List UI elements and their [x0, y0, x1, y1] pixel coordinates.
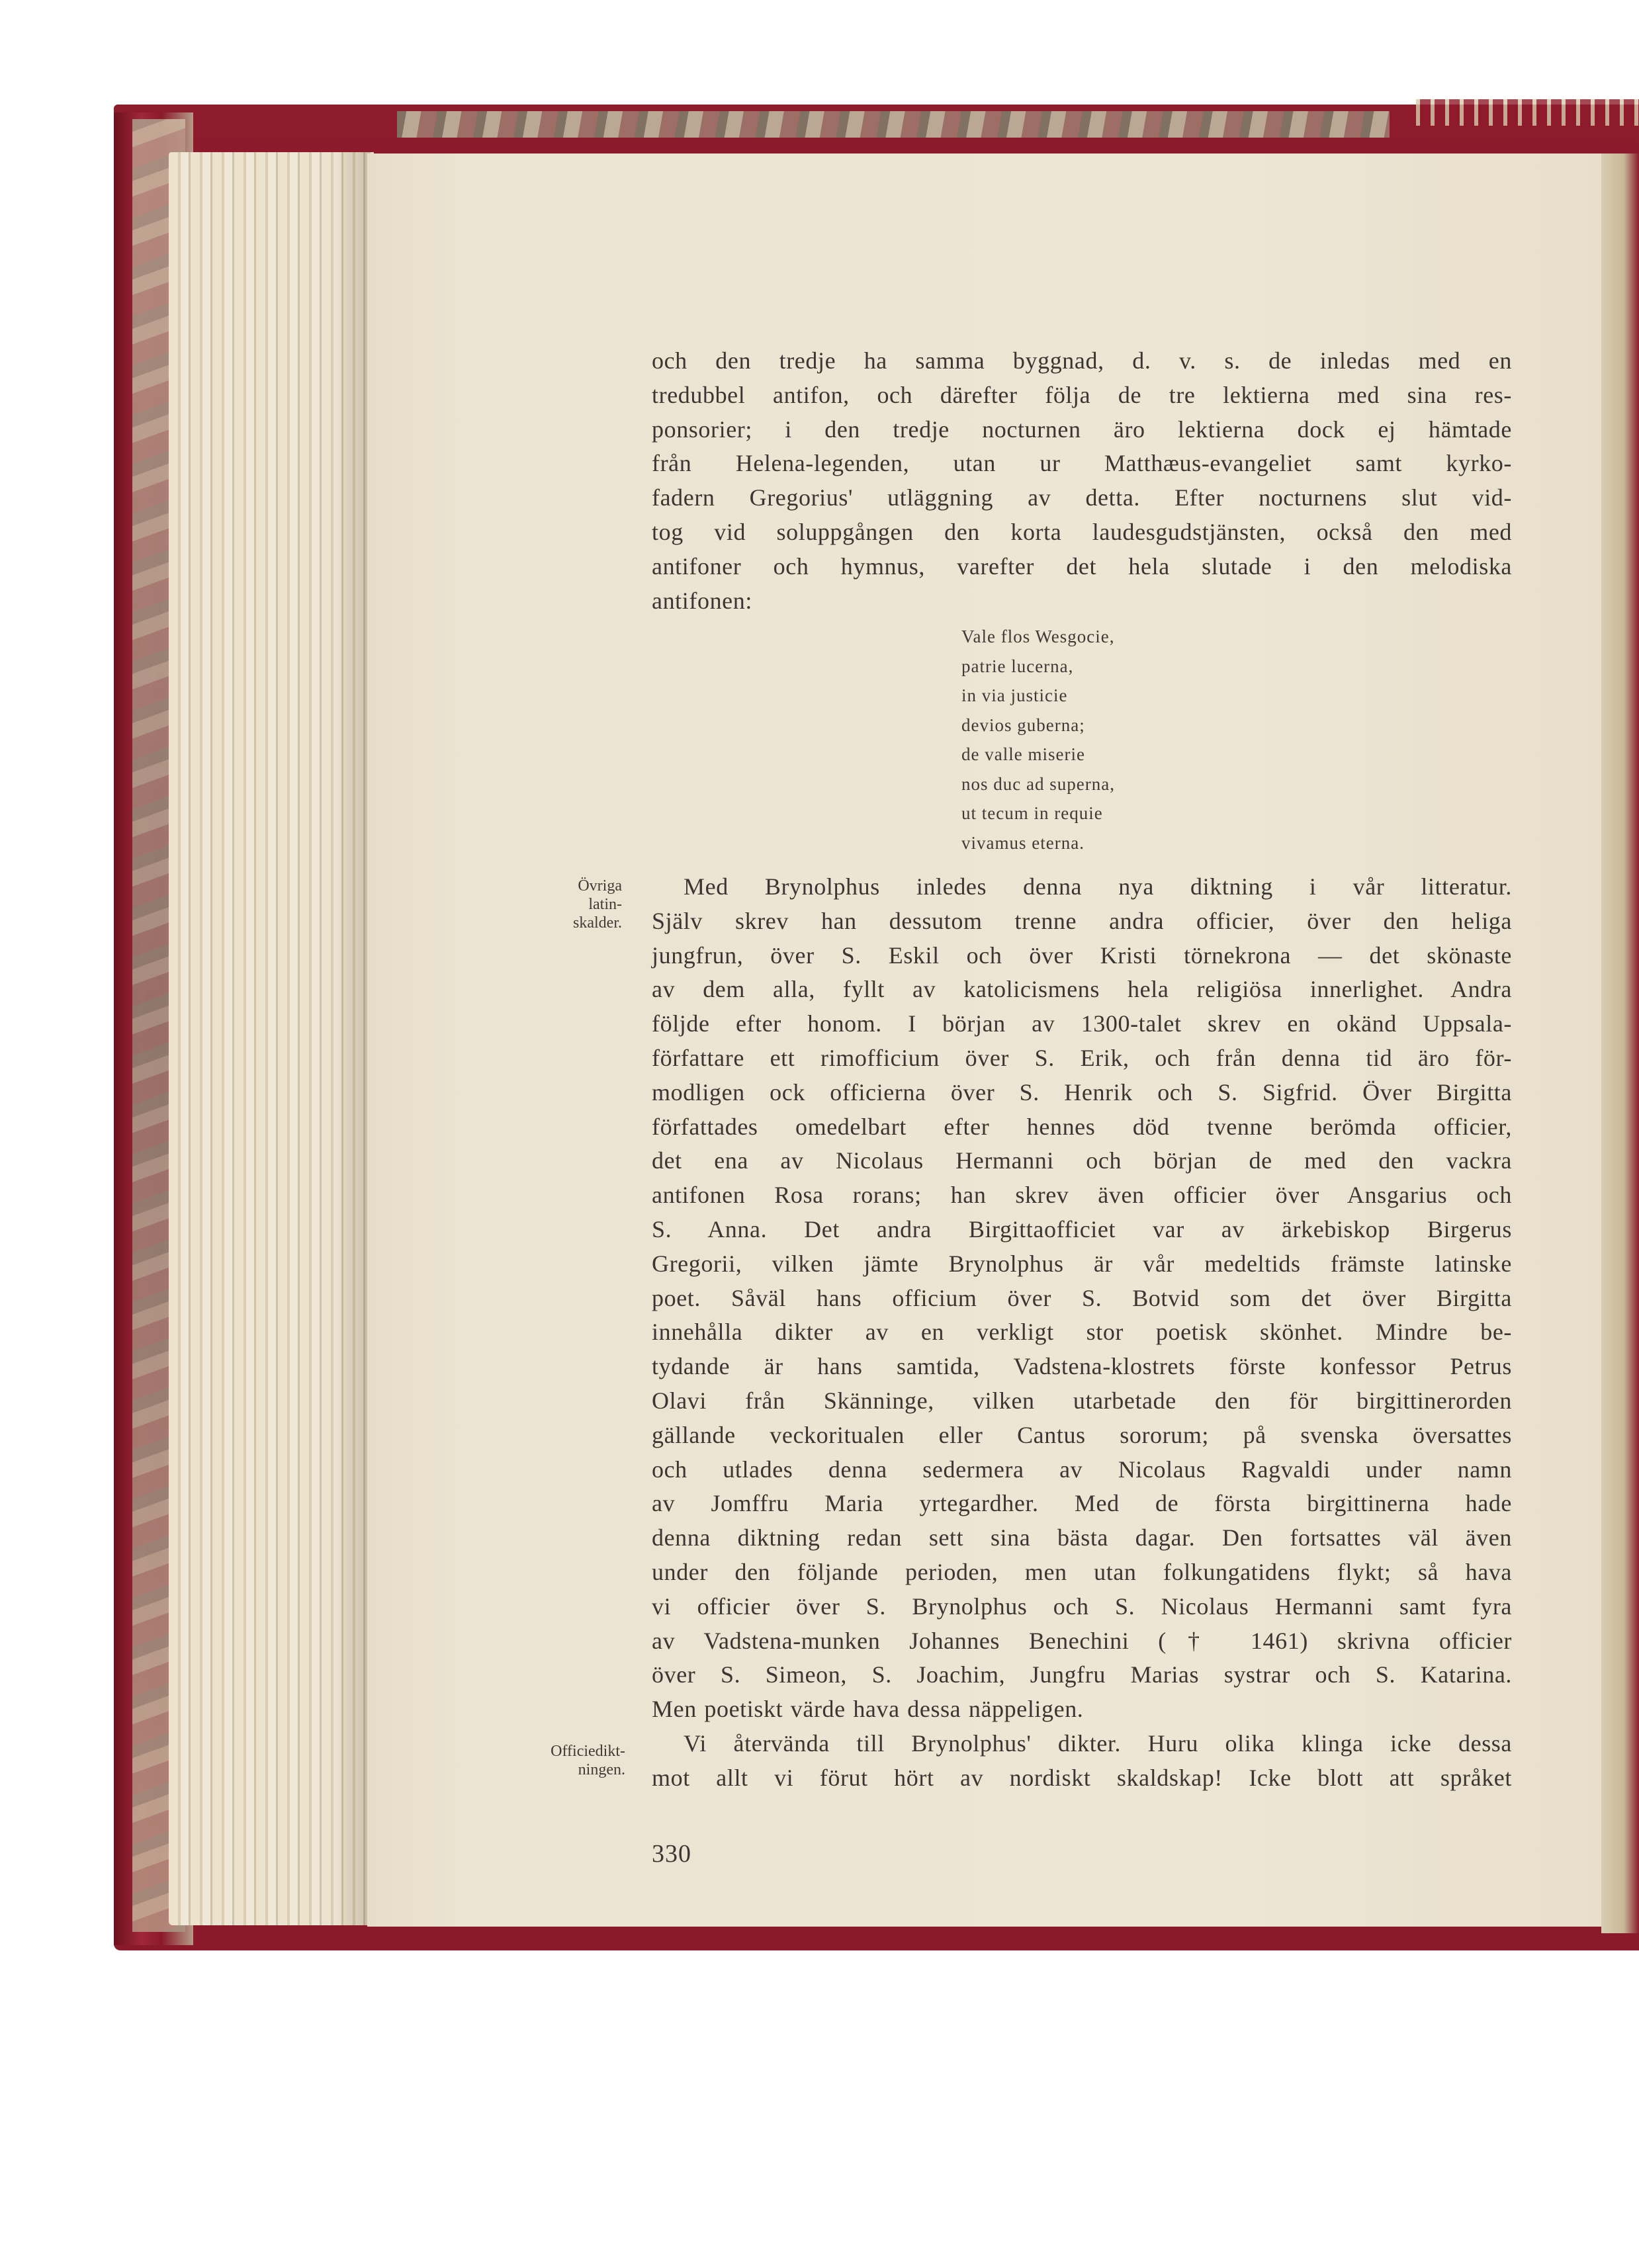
text-line: av Vadstena-munken Johannes Benechini († 1461) skrivna officier — [652, 1627, 1512, 1654]
poem-antiphon — [961, 622, 1115, 857]
poem-line: nos duc ad superna, — [961, 773, 1115, 794]
margin-note-line: ningen. — [578, 1761, 625, 1778]
text-line: av dem alla, fyllt av katolicismens hela religiösa innerlighet. Andra — [652, 976, 1512, 1003]
text-line: Men poetiskt värde hava dessa näppeligen. — [652, 1696, 1084, 1723]
main-text-block — [652, 344, 1512, 618]
text-line: denna diktning redan sett sina bästa dagar. Den fortsattes väl även — [652, 1524, 1512, 1551]
text-line: följde efter honom. I början av 1300-talet skrev en okänd Uppsala- — [652, 1010, 1512, 1037]
poem-line: de valle miserie — [961, 744, 1085, 764]
text-line: över S. Simeon, S. Joachim, Jungfru Marias systrar och S. Katarina. — [652, 1661, 1512, 1688]
text-line: och utlades denna sedermera av Nicolaus Ragvaldi under namn — [652, 1456, 1512, 1483]
text-line: gällande veckoritualen eller Cantus sororum; på svenska översattes — [652, 1421, 1512, 1448]
text-line: det ena av Nicolaus Hermanni och början de med den vackra — [652, 1147, 1512, 1174]
text-line: fadern Gregorius' utläggning av detta. Efter nocturnens slut vid- — [652, 484, 1512, 511]
text-line: tydande är hans samtida, Vadstena-klostrets förste konfessor Petrus — [652, 1353, 1512, 1380]
text-line: Vi återvända till Brynolphus' dikter. Huru olika klinga icke dessa — [684, 1729, 1512, 1757]
text-line: tredubbel antifon, och därefter följa de tre lektierna med sina res- — [652, 381, 1512, 408]
right-page-edge — [1601, 153, 1639, 1933]
poem-line: devios guberna; — [961, 715, 1085, 735]
margin-note-line: skalder. — [573, 914, 622, 932]
text-line: jungfrun, över S. Eskil och över Kristi törnekrona — det skönaste — [652, 941, 1512, 969]
margin-note-line: Officiedikt- — [551, 1743, 625, 1760]
poem-line: vivamus eterna. — [961, 832, 1085, 853]
text-line: tog vid soluppgången den korta laudesgudstjänsten, också den med — [652, 518, 1512, 545]
text-line: poet. Såväl hans officium över S. Botvid som det över Birgitta — [652, 1284, 1512, 1311]
text-line: av Jomffru Maria yrtegardher. Med de första birgittinerna hade — [652, 1490, 1512, 1517]
text-line: författare ett rimofficium över S. Erik, och från denna tid äro för- — [652, 1044, 1512, 1071]
poem-line: in via justicie — [961, 685, 1068, 705]
text-line: Olavi från Skänninge, vilken utarbetade den för birgittinerorden — [652, 1387, 1512, 1414]
margin-note-ovriga — [519, 877, 622, 932]
page-gutter-shadow — [331, 152, 371, 1925]
marbled-top-edge — [397, 111, 1390, 138]
text-line: vi officier över S. Brynolphus och S. Nicolaus Hermanni samt fyra — [652, 1592, 1512, 1620]
text-line: antifoner och hymnus, varefter det hela slutade i den melodiska — [652, 552, 1512, 580]
poem-line: ut tecum in requie — [961, 803, 1103, 823]
text-line: ponsorier; i den tredje nocturnen äro lektierna dock ej hämtade — [652, 415, 1512, 443]
text-line: Gregorii, vilken jämte Brynolphus är vår medeltids främste latinske — [652, 1250, 1512, 1277]
margin-note-officiediktningen — [523, 1742, 625, 1779]
text-line: antifonen Rosa rorans; han skrev även officier över Ansgarius och — [652, 1182, 1512, 1209]
text-line: antifonen: — [652, 587, 752, 614]
text-line: författades omedelbart efter hennes död tvenne berömda officier, — [652, 1113, 1512, 1140]
second-paragraph — [652, 870, 1512, 1796]
text-line: innehålla dikter av en verkligt stor poetisk skönhet. Mindre be- — [652, 1319, 1512, 1346]
text-line: Med Brynolphus inledes denna nya diktning i vår litteratur. — [684, 873, 1512, 900]
text-line: S. Anna. Det andra Birgittaofficiet var av ärkebiskop Birgerus — [652, 1215, 1512, 1243]
text-line: under den följande perioden, men utan folkungatidens flykt; så hava — [652, 1558, 1512, 1585]
margin-note-line: latin- — [588, 896, 622, 913]
margin-note-line: Övriga — [578, 877, 622, 894]
text-line: mot allt vi förut hört av nordiskt skaldskap! Icke blott att språket — [652, 1764, 1512, 1791]
text-line: från Helena-legenden, utan ur Matthæus-evangeliet samt kyrko- — [652, 450, 1512, 477]
text-line: och den tredje ha samma byggnad, d. v. s. de inledas med en — [652, 347, 1512, 374]
poem-line: patrie lucerna, — [961, 656, 1074, 676]
gilt-top-edge — [1416, 99, 1639, 126]
text-line: modligen ock officierna över S. Henrik och S. Sigfrid. Över Birgitta — [652, 1078, 1512, 1106]
text-line: Själv skrev han dessutom trenne andra officier, över den heliga — [652, 907, 1512, 934]
page-number: 330 — [652, 1840, 691, 1868]
poem-line: Vale flos Wesgocie, — [961, 627, 1115, 646]
